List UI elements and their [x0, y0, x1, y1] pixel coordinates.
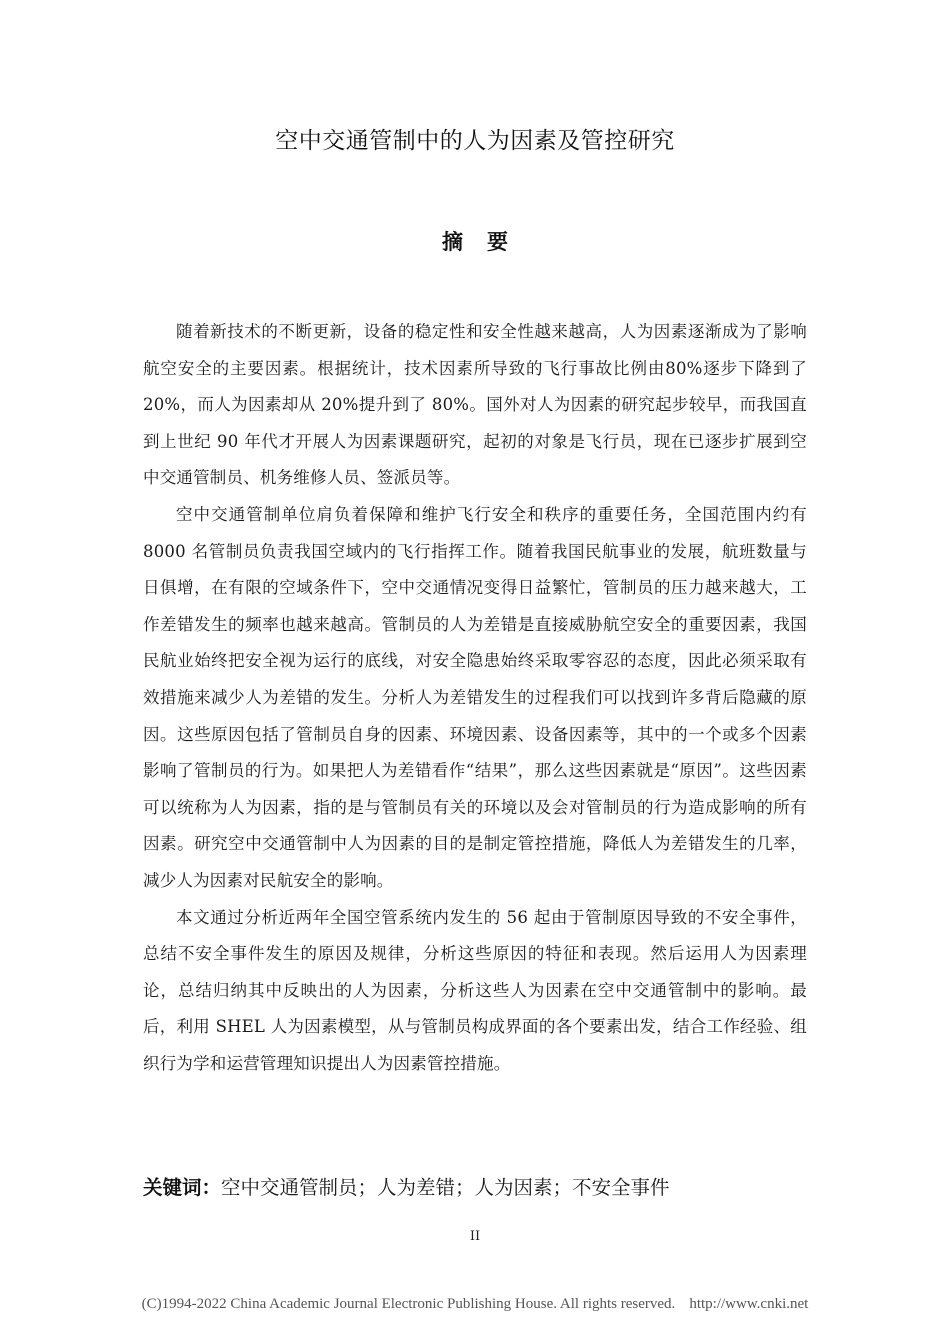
keywords-line	[143, 1172, 807, 1200]
abstract-body	[143, 314, 807, 1082]
copyright-footer	[0, 1296, 950, 1313]
abstract-paragraph-3: 本文通过分析近两年全国空管系统内发生的 56 起由于管制原因导致的不安全事件，总结不安全事件发生的原因及规律，分析这些原因的特征和表现。然后运用人为因素理论，总结归纳其中反映出的人为因素，分析这些人为因素在空中交通管制中的影响。最后，利用 SHEL 人为因素模型，从与管制员构成界面的各个要素出发，结合工作经验、组织行为学和运营管理知识提出人为因素管控措施。	[143, 907, 807, 1073]
keywords-list: 空中交通管制员；人为差错；人为因素；不安全事件	[221, 1176, 670, 1199]
abstract-paragraph-2: 空中交通管制单位肩负着保障和维护飞行安全和秩序的重要任务，全国范围内约有 8000 名管制员负责我国空域内的飞行指挥工作。随着我国民航事业的发展，航班数量与日俱增，在有限的空域条件下，空中交通情况变得日益繁忙，管制员的压力越来越大，工作差错发生的频率也越来越高。管制员的人为差错是直接威胁航空安全的重要因素，我国民航业始终把安全视为运行的底线，对安全隐患始终采取零容忍的态度，因此必须采取有效措施来减少人为差错的发生。分析人为差错发生的过程我们可以找到许多背后隐藏的原因。这些原因包括了管制员自身的因素、环境因素、设备因素等，其中的一个或多个因素影响了管制员的行为。如果把人为差错看作“结果”，那么这些因素就是“原因”。这些因素可以统称为人为因素，指的是与管制员有关的环境以及会对管制员的行为造成影响的所有因素。研究空中交通管制中人为因素的目的是制定管控措施，降低人为差错发生的几率，减少人为因素对民航安全的影响。	[143, 504, 807, 890]
page-number: II	[469, 1229, 481, 1244]
page-title: 空中交通管制中的人为因素及管控研究	[275, 128, 675, 154]
abstract-paragraph-1: 随着新技术的不断更新，设备的稳定性和安全性越来越高，人为因素逐渐成为了影响航空安全的主要因素。根据统计，技术因素所导致的飞行事故比例由80%逐步下降到了 20%，而人为因素却从 20%提升到了 80%。国外对人为因素的研究起步较早，而我国直到上世纪 90 年代才开展人为因素课题研究，起初的对象是飞行员，现在已逐步扩展到空中交通管制员、机务维修人员、签派员等。	[143, 322, 807, 488]
abstract-heading: 摘要	[442, 230, 532, 254]
keywords-label: 关键词：	[143, 1176, 222, 1199]
footer-link[interactable]: http://www.cnki.net	[689, 1296, 809, 1312]
copyright-text: (C)1994-2022 China Academic Journal Electronic Publishing House. All rights reserved.	[141, 1296, 676, 1312]
